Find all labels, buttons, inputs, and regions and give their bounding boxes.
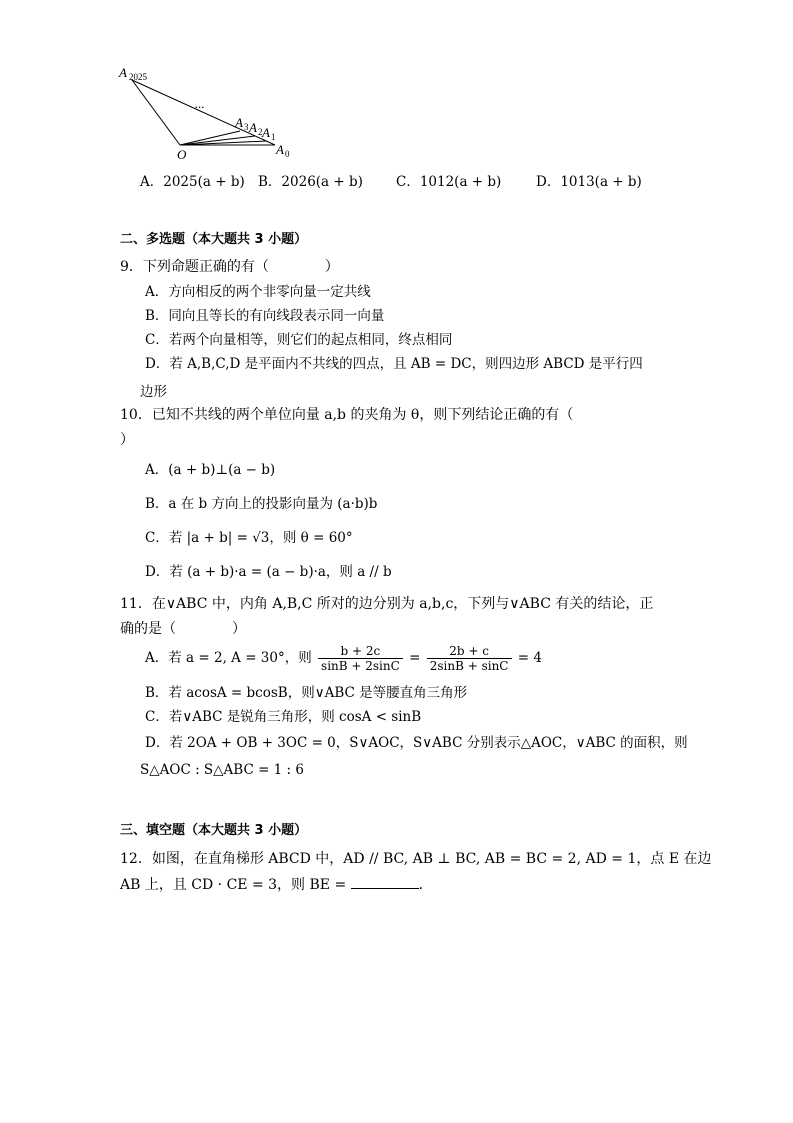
fraction-2-numerator: 2b + c: [427, 644, 512, 659]
q10-option-a: A．(a + b)⊥(a − b): [145, 462, 276, 478]
q9-option-c: C．若两个向量相等，则它们的起点相同，终点相同: [145, 332, 453, 348]
q11-option-a: [145, 644, 542, 673]
label-a2025-sub: 2025: [129, 72, 147, 82]
q11-option-d-continued: S△AOC : S△ABC = 1 : 6: [140, 762, 304, 778]
segment-a2025-a0: [132, 80, 275, 145]
q10-option-b: B．a 在 b 方向上的投影向量为 (a·b)b: [145, 496, 378, 512]
label-dots: ...: [195, 96, 205, 111]
label-a2-sub: 2: [258, 127, 263, 137]
q8-option-a: A．2025(a + b): [140, 174, 245, 190]
label-a3: A: [235, 115, 243, 130]
label-a0: A: [276, 142, 284, 157]
q8-option-c: C．1012(a + b): [396, 174, 502, 190]
q11-option-d: D．若 2OA + OB + 3OC = 0，S∨AOC，S∨ABC 分别表示△AOC，∨ABC 的面积，则: [145, 735, 688, 751]
fraction-1-numerator: b + 2c: [318, 644, 403, 659]
q8-option-d: D．1013(a + b): [536, 174, 642, 190]
fraction-1-denominator: sinB + 2sinC: [321, 659, 400, 673]
q10-option-c: C．若 |a + b| = √3，则 θ = 60°: [145, 530, 353, 546]
label-a1: A: [262, 125, 270, 140]
label-a2025: A: [119, 65, 127, 80]
label-a2: A: [249, 120, 257, 135]
q11-option-a-fraction-2: [427, 644, 512, 673]
q9-stem: 9．下列命题正确的有（ ）: [120, 259, 339, 275]
label-a0-sub: 0: [285, 149, 290, 159]
q11-option-a-result: = 4: [517, 650, 542, 666]
q9-option-a: A．方向相反的两个非零向量一定共线: [145, 284, 371, 300]
q9-option-d-continued: 边形: [140, 384, 167, 400]
q12-stem-continued: AB 上，且 CD · CE = 3，则 BE =: [120, 877, 347, 893]
q9-option-b: B．同向且等长的有向线段表示同一向量: [145, 308, 385, 324]
q10-stem-continued: ）: [120, 432, 134, 448]
q11-option-a-prefix: A．若 a = 2, A = 30°，则: [145, 650, 312, 666]
q11-option-c: C．若∨ABC 是锐角三角形，则 cosA < sinB: [145, 709, 422, 725]
label-o: O: [177, 147, 187, 162]
figure-svg: [115, 62, 305, 167]
q11-stem-continued: 确的是（ ）: [120, 621, 246, 637]
label-a3-sub: 3: [244, 122, 249, 132]
section-title-multi-choice: 二、多选题（本大题共 3 小题）: [120, 232, 308, 247]
section-title-fill-in: 三、填空题（本大题共 3 小题）: [120, 823, 308, 838]
q11-option-b: B．若 acosA = bcosB，则∨ABC 是等腰直角三角形: [145, 685, 468, 701]
q11-option-a-fraction-1: [318, 644, 403, 673]
vector-figure: [115, 62, 305, 167]
q11-option-a-equals: =: [409, 650, 421, 666]
q12-stem: 12．如图，在直角梯形 ABCD 中，AD // BC, AB ⊥ BC, AB = BC = 2, AD = 1，点 E 在边: [120, 851, 712, 867]
q11-stem: 11．在∨ABC 中，内角 A,B,C 所对的边分别为 a,b,c，下列与∨ABC 有关的结论，正: [120, 596, 654, 612]
q10-stem: 10．已知不共线的两个单位向量 a,b 的夹角为 θ，则下列结论正确的有（: [120, 407, 574, 423]
q12-end-mark: ．: [418, 877, 433, 893]
fraction-2-denominator: 2sinB + sinC: [429, 659, 509, 673]
answer-blank[interactable]: [351, 876, 419, 889]
q10-option-d: D．若 (a + b)·a = (a − b)·a，则 a // b: [145, 564, 392, 580]
q9-option-d: D．若 A,B,C,D 是平面内不共线的四点，且 AB = DC，则四边形 ABCD 是平行四: [145, 356, 643, 372]
q8-option-b: B．2026(a + b): [258, 174, 363, 190]
q12-stem-continued-line: [120, 876, 433, 894]
label-a1-sub: 1: [271, 132, 276, 142]
segment-o-a2025: [132, 80, 180, 145]
